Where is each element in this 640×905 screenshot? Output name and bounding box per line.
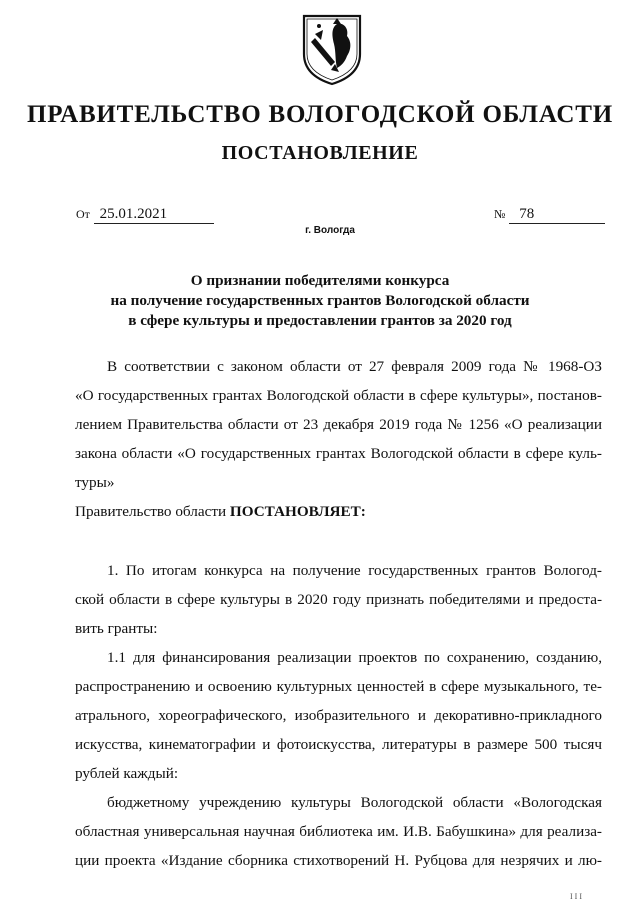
city-label: г. Вологда xyxy=(305,225,355,236)
item1-1-line: распространению и освоению культурных ценностей в сфере музыкального, те- xyxy=(75,678,602,695)
subject-line: на получение государственных грантов Вологодской области xyxy=(110,292,530,309)
preamble-line: закона области «О государственных грантах Вологодской области в сфере куль- xyxy=(75,445,602,462)
number-field xyxy=(494,206,605,224)
document-body xyxy=(75,352,602,875)
item1-1-line: атрального, хореографического, изобразительного и декоративно-прикладного xyxy=(75,707,602,724)
preamble-line: «О государственных грантах Вологодской области в сфере культуры», постанов- xyxy=(75,387,602,404)
resolves-keyword: ПОСТАНОВЛЯЕТ: xyxy=(229,503,366,520)
coat-of-arms-icon xyxy=(301,14,363,86)
resolves-prefix: Правительство области xyxy=(75,503,230,520)
item1-1-line: искусства, кинематографии и фотоискусства, литературы в размере 500 тысяч xyxy=(75,736,602,753)
item1-line: 1. По итогам конкурса на получение государственных грантов Вологод- xyxy=(107,562,602,579)
document-type: ПОСТАНОВЛЕНИЕ xyxy=(221,142,419,164)
date-label: От xyxy=(76,207,90,221)
recipient-line: бюджетному учреждению культуры Вологодской области «Вологодская xyxy=(107,794,602,811)
item1-line: ской области в сфере культуры в 2020 году признать победителями и предоста- xyxy=(75,591,602,608)
recipient-line: областная универсальная научная библиотека им. И.В. Бабушкина» для реализа- xyxy=(75,823,602,840)
recipient-line: ции проекта «Издание сборника стихотворений Н. Рубцова для незрячих и лю- xyxy=(75,852,602,869)
subject-line: в сфере культуры и предоставлении грантов за 2020 год xyxy=(128,312,512,329)
date-value: 25.01.2021 xyxy=(94,207,214,224)
page-mark: I I I xyxy=(570,892,582,901)
number-value: 78 xyxy=(509,207,605,224)
date-field xyxy=(76,206,214,224)
subject-line: О признании победителями конкурса xyxy=(190,272,450,289)
government-title: ПРАВИТЕЛЬСТВО ВОЛОГОДСКОЙ ОБЛАСТИ xyxy=(26,101,614,128)
preamble-line: лением Правительства области от 23 декабря 2019 года № 1256 «О реализации xyxy=(75,416,602,433)
paragraph-gap xyxy=(75,526,602,556)
item1-1-line: рублей каждый: xyxy=(75,765,179,782)
document-subject xyxy=(0,271,640,331)
number-label: № xyxy=(494,207,506,221)
item1-line: вить гранты: xyxy=(75,620,158,637)
resolves-line xyxy=(75,497,602,526)
item1-1-line: 1.1 для финансирования реализации проектов по сохранению, созданию, xyxy=(107,649,602,666)
preamble-line: туры» xyxy=(75,474,115,491)
preamble-line: В соответствии с законом области от 27 февраля 2009 года № 1968-ОЗ xyxy=(107,358,602,375)
